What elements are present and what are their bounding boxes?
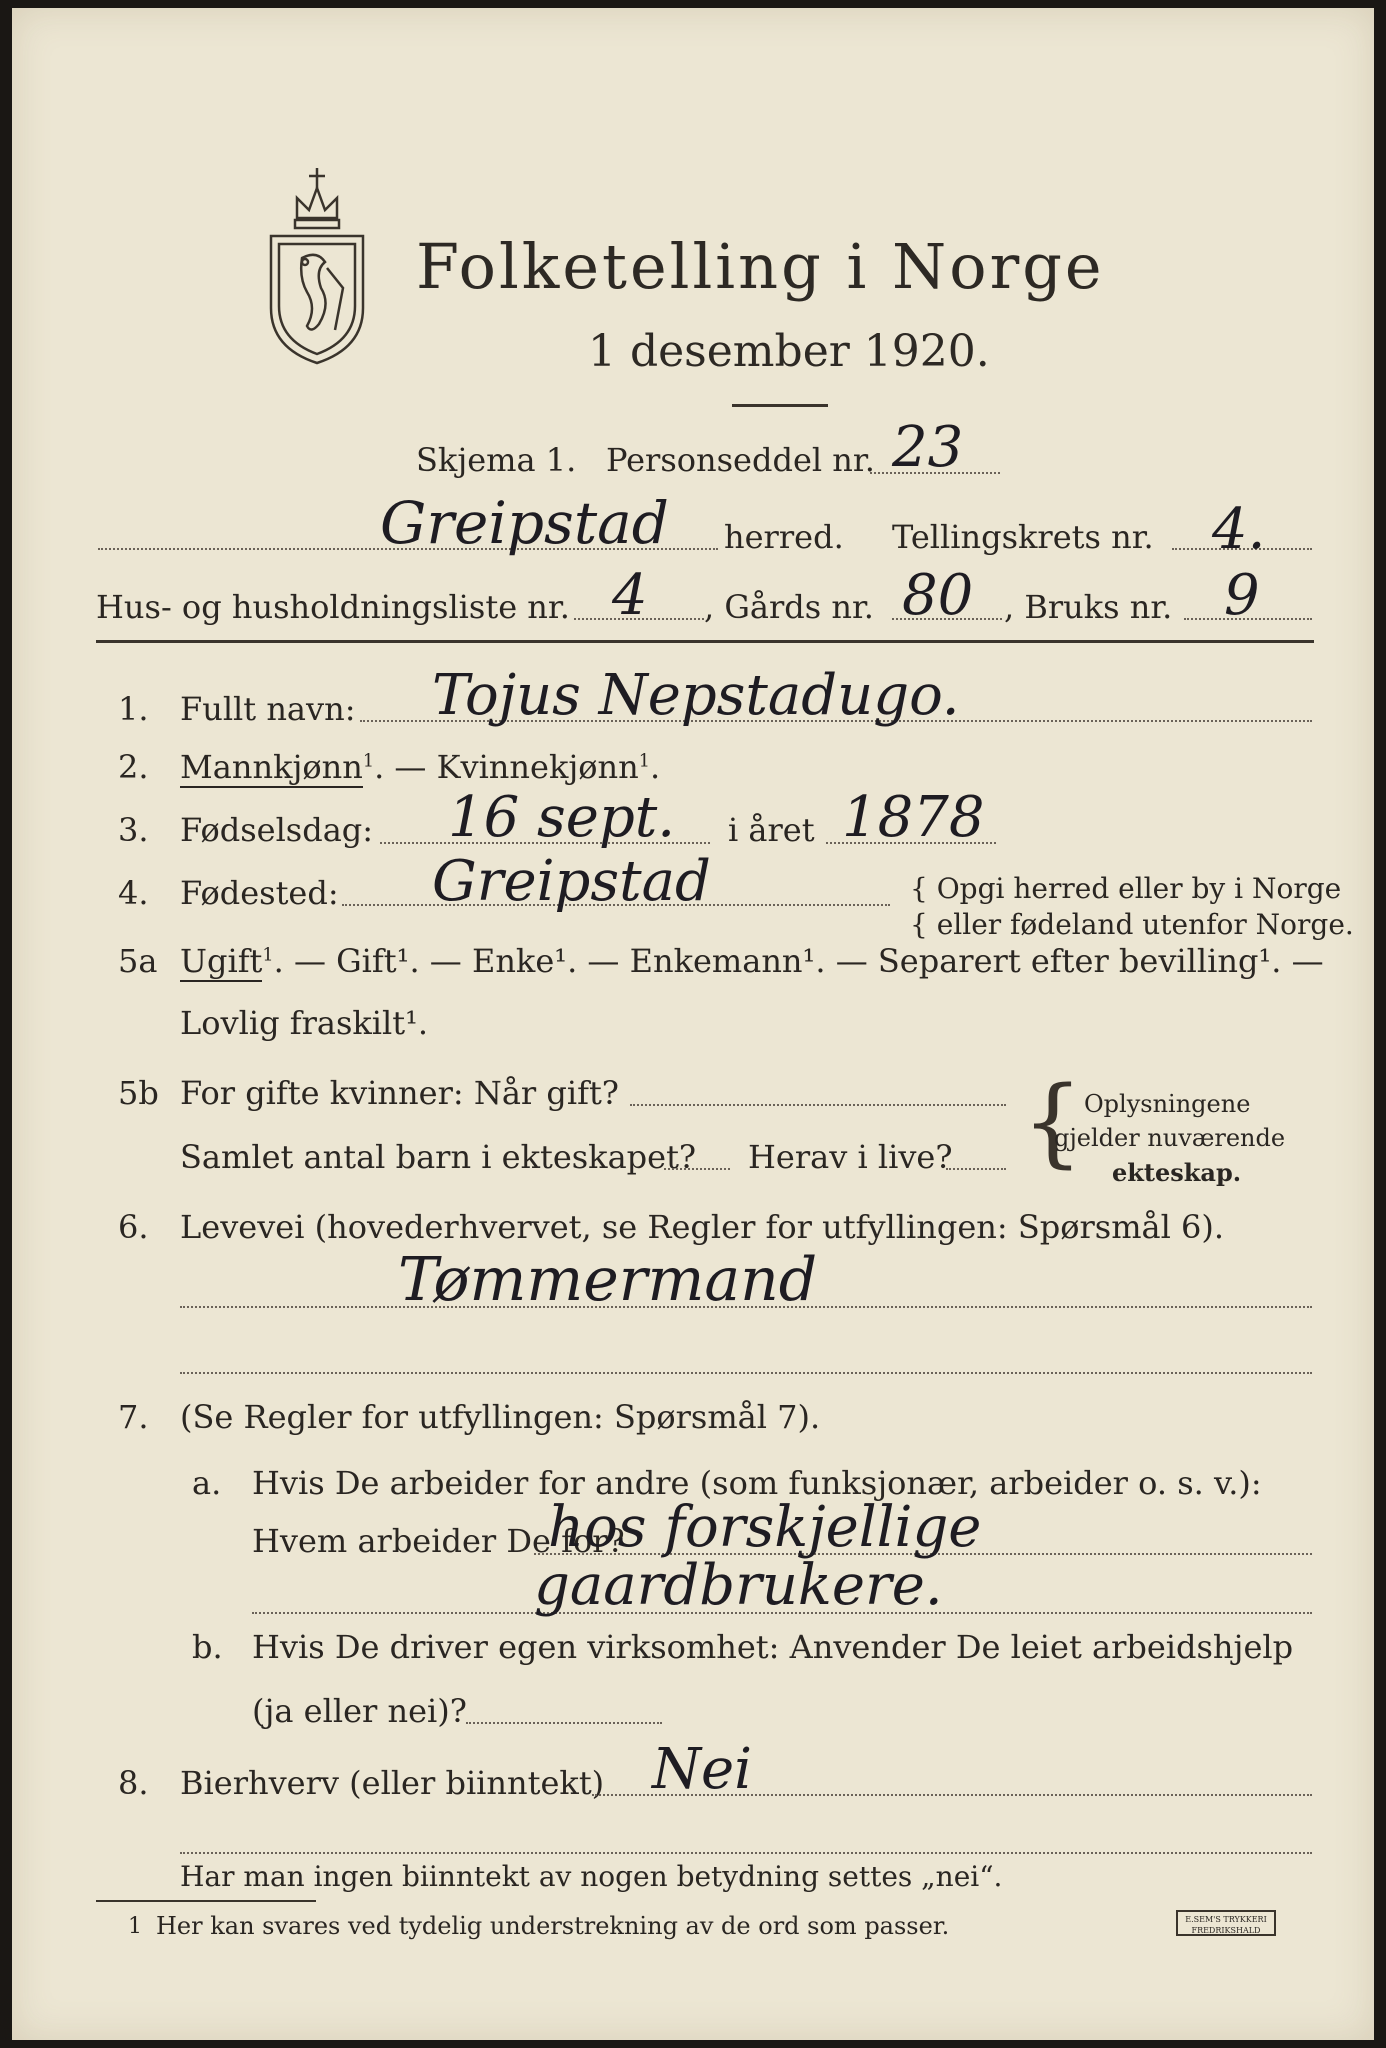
- q7a-employer-2: gaardbrukere.: [534, 1553, 943, 1618]
- hus-value: 4: [612, 563, 648, 628]
- q7a-question: Hvem arbeider De for?: [252, 1522, 625, 1560]
- q5b-note-2: gjelder nuværende: [1054, 1124, 1286, 1152]
- personseddel-label: Personseddel nr.: [606, 441, 875, 479]
- q5b-label-2: Samlet antal barn i ekteskapet?: [180, 1138, 697, 1176]
- footnote-number: 1: [128, 1914, 142, 1939]
- q5b-label-3: Herav i live?: [748, 1138, 953, 1176]
- tellingskrets-label: Tellingskrets nr.: [892, 518, 1154, 556]
- q7b-text: Hvis De driver egen virksomhet: Anvender De leiet arbeidshjelp: [252, 1628, 1294, 1666]
- q6-line-2: [180, 1372, 1312, 1374]
- gards-value: 80: [902, 563, 974, 628]
- form-title: Folketelling i Norge: [416, 230, 1105, 303]
- q5b-line-1: [630, 1104, 1006, 1106]
- q3-label: Fødselsdag:: [180, 811, 374, 849]
- q4-number: 4.: [118, 874, 149, 912]
- q2-period: .: [649, 748, 661, 786]
- q5a-ugift-option: Ugift: [180, 942, 263, 980]
- q4-note-line-2: { eller fødeland utenfor Norge.: [910, 908, 1354, 941]
- census-form: [12, 8, 1374, 2040]
- q8-label: Bierhverv (eller biinntekt): [180, 1764, 605, 1802]
- q5b-line-2: [664, 1168, 730, 1170]
- printer-stamp: E.SEM'S TRYKKERI FREDRIKSHALD: [1176, 1910, 1276, 1936]
- biinntekt-note: Har man ingen biinntekt av nogen betydning settes „nei“.: [180, 1860, 1003, 1893]
- hus-label: Hus- og husholdningsliste nr.: [96, 588, 570, 626]
- q1-label: Fullt navn:: [180, 690, 356, 728]
- q2-number: 2.: [118, 748, 149, 786]
- q2-options: Mannkjønn$^1$. — Kvinnekjønn$^1$.: [180, 748, 661, 786]
- q4-note-1: Opgi herred eller by i Norge: [936, 872, 1342, 905]
- q4-note-2: eller fødeland utenfor Norge.: [936, 908, 1354, 941]
- header-rule: [96, 640, 1314, 643]
- q3-birth-date: 16 sept.: [448, 785, 676, 850]
- q3-number: 3.: [118, 811, 149, 849]
- herred-value: Greipstad: [380, 489, 669, 557]
- q2-separator: . —: [374, 748, 437, 786]
- footnote-rule: [96, 1900, 316, 1902]
- bruks-value: 9: [1224, 563, 1260, 628]
- footnote-text: Her kan svares ved tydelig understrekning av de ord som passer.: [156, 1912, 950, 1940]
- q7b-line: [466, 1722, 662, 1724]
- q7b-letter: b.: [192, 1628, 223, 1666]
- q8-side-income: Nei: [652, 1737, 753, 1802]
- q7-label: (Se Regler for utfyllingen: Spørsmål 7).: [180, 1398, 821, 1436]
- q2-female-option: Kvinnekjønn: [436, 748, 639, 786]
- q3-birth-year: 1878: [842, 785, 985, 850]
- q7b-question: (ja eller nei)?: [252, 1692, 467, 1730]
- q6-number: 6.: [118, 1208, 149, 1246]
- q5b-note-1: Oplysningene: [1084, 1090, 1251, 1118]
- personseddel-value: 23: [892, 415, 964, 480]
- q4-label: Fødested:: [180, 874, 339, 912]
- q5b-line-3: [946, 1168, 1006, 1170]
- coat-of-arms-icon: [257, 158, 377, 368]
- q5b-number: 5b: [118, 1074, 159, 1112]
- q5a-options: Ugift$^1$. — Gift¹. — Enke¹. — Enkemann¹. — Separert efter bevilling¹. —: [180, 942, 1324, 980]
- q7a-employer-1: hos forskjellige: [548, 1495, 982, 1560]
- q5a-other-options: . — Gift¹. — Enke¹. — Enkemann¹. — Separert efter bevilling¹. —: [273, 942, 1324, 980]
- q5b-note-3: ekteskap.: [1112, 1158, 1242, 1187]
- q5b-label-1: For gifte kvinner: Når gift?: [180, 1074, 619, 1112]
- q1-full-name: Tojus Nepstadugo.: [432, 663, 960, 728]
- q7-number: 7.: [118, 1398, 149, 1436]
- q6-occupation: Tømmermand: [398, 1245, 818, 1315]
- q1-number: 1.: [118, 690, 149, 728]
- q6-label: Levevei (hovederhvervet, se Regler for utfyllingen: Spørsmål 6).: [180, 1208, 1225, 1246]
- census-date: 1 desember 1920.: [588, 326, 990, 377]
- schema-label: Skjema 1.: [416, 441, 577, 479]
- gards-label: , Gårds nr.: [704, 588, 874, 626]
- q4-note-line-1: { Opgi herred eller by i Norge: [910, 872, 1342, 905]
- q5b-brace: {: [1022, 1066, 1084, 1178]
- tellingskrets-value: 4.: [1212, 497, 1266, 562]
- q7a-letter: a.: [192, 1464, 222, 1502]
- q2-male-option: Mannkjønn: [180, 748, 363, 786]
- q8-number: 8.: [118, 1764, 149, 1802]
- q5a-line-2: Lovlig fraskilt¹.: [180, 1004, 429, 1042]
- bruks-label: , Bruks nr.: [1004, 588, 1173, 626]
- q4-birthplace: Greipstad: [432, 849, 711, 914]
- q8-line-2: [180, 1852, 1312, 1854]
- q3-year-label: i året: [728, 811, 815, 849]
- title-divider: [732, 404, 828, 407]
- herred-label: herred.: [724, 518, 844, 556]
- q7a-text: Hvis De arbeider for andre (som funksjonær, arbeider o. s. v.):: [252, 1464, 1262, 1502]
- q5a-number: 5a: [118, 942, 158, 980]
